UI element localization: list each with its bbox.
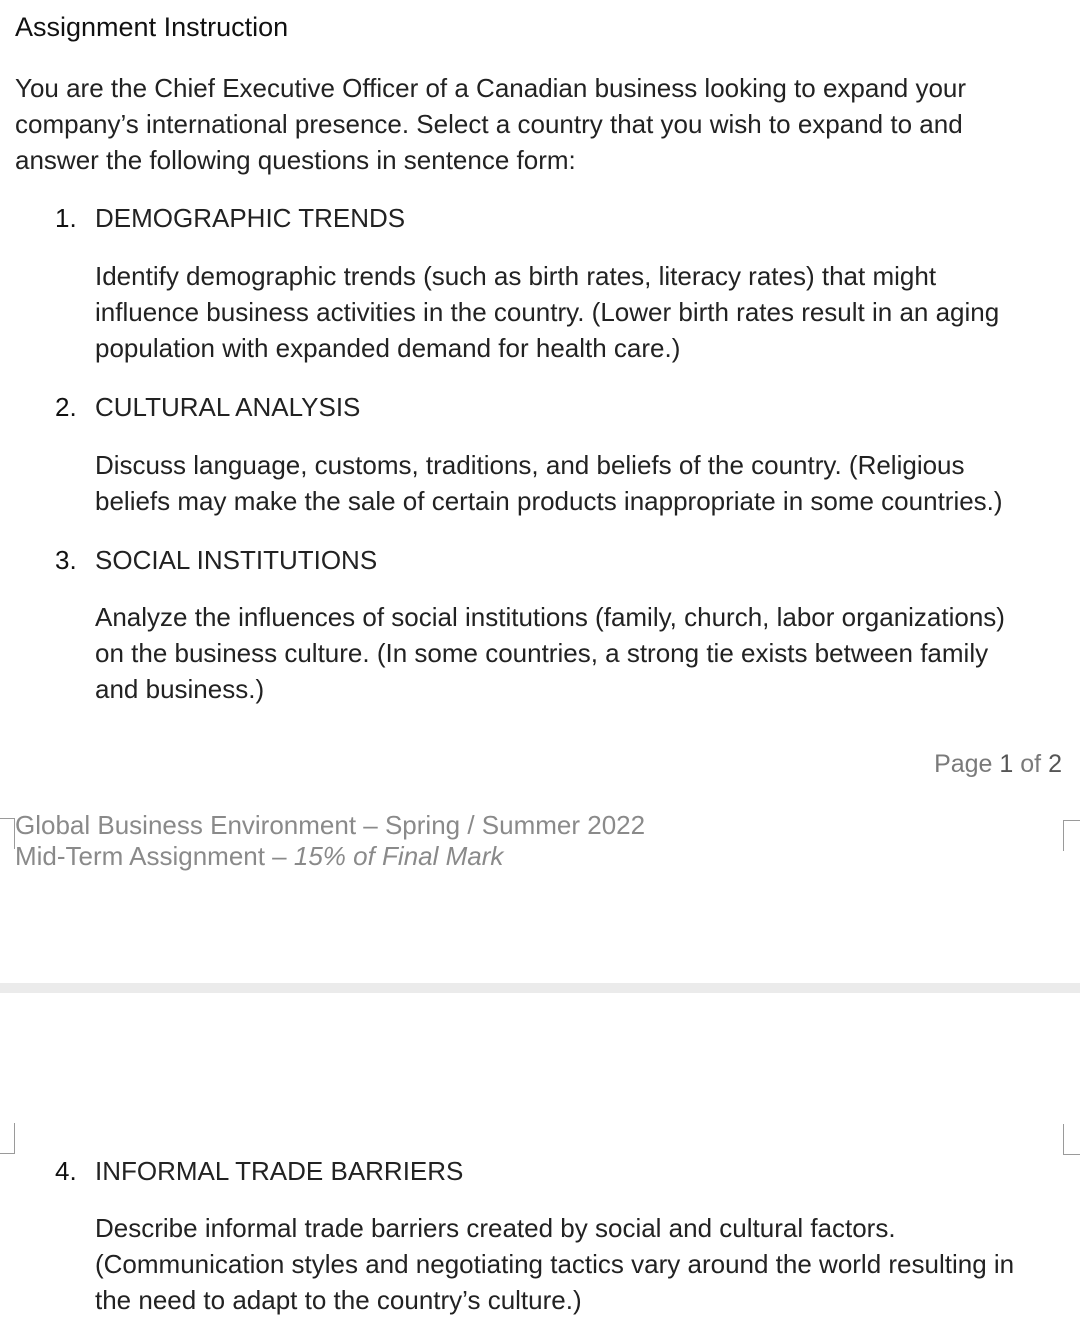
intro-line: answer the following questions in sentence form:: [15, 145, 576, 175]
question-body: [95, 599, 1005, 707]
crop-mark: [0, 1123, 15, 1154]
document-title: Assignment Instruction: [15, 12, 289, 42]
question-number: 4.: [55, 1156, 77, 1186]
question-heading: SOCIAL INSTITUTIONS: [95, 545, 378, 575]
crop-mark: [1063, 1124, 1080, 1155]
footer-assignment-weight: 15% of Final Mark: [293, 841, 504, 871]
crop-mark: [1063, 820, 1080, 851]
question-heading: DEMOGRAPHIC TRENDS: [95, 203, 406, 233]
question-line: Discuss language, customs, traditions, and beliefs of the country. (Religious: [95, 450, 965, 480]
footer-assignment-line: [15, 841, 503, 872]
footer-assignment-prefix: Mid-Term Assignment –: [15, 841, 294, 871]
page-current: 1: [999, 750, 1014, 778]
page-label: Page: [934, 750, 993, 778]
question-number: 3.: [55, 545, 77, 575]
footer-course-line: Global Business Environment – Spring / Summer 2022: [15, 810, 646, 840]
question-number: 1.: [55, 203, 77, 233]
question-line: beliefs may make the sale of certain products inappropriate in some countries.): [95, 486, 1003, 516]
question-body: [95, 258, 999, 366]
question-heading: INFORMAL TRADE BARRIERS: [95, 1156, 464, 1186]
question-number: 2.: [55, 392, 77, 422]
question-line: Analyze the influences of social institutions (family, church, labor organizations): [95, 602, 1005, 632]
question-body: [95, 447, 1003, 519]
question-line: influence business activities in the country. (Lower birth rates result in an aging: [95, 297, 1000, 327]
intro-line: You are the Chief Executive Officer of a Canadian business looking to expand your: [15, 73, 967, 103]
question-heading: CULTURAL ANALYSIS: [95, 392, 361, 422]
intro-line: company’s international presence. Select a country that you wish to expand to and: [15, 109, 963, 139]
page-number: [934, 750, 1062, 779]
question-line: the need to adapt to the country’s culture.): [95, 1285, 582, 1315]
crop-mark: [0, 818, 15, 849]
question-body: [95, 1210, 1014, 1318]
question-line: (Communication styles and negotiating tactics vary around the world resulting in: [95, 1249, 1015, 1279]
page-total: 2: [1048, 750, 1062, 778]
page-separator: [0, 983, 1080, 993]
question-line: and business.): [95, 674, 265, 704]
question-line: on the business culture. (In some countries, a strong tie exists between family: [95, 638, 989, 668]
intro-paragraph: [15, 70, 1065, 178]
page-of-label: of: [1020, 750, 1042, 778]
question-line: population with expanded demand for health care.): [95, 333, 681, 363]
question-line: Identify demographic trends (such as birth rates, literacy rates) that might: [95, 261, 937, 291]
question-line: Describe informal trade barriers created by social and cultural factors.: [95, 1213, 896, 1243]
